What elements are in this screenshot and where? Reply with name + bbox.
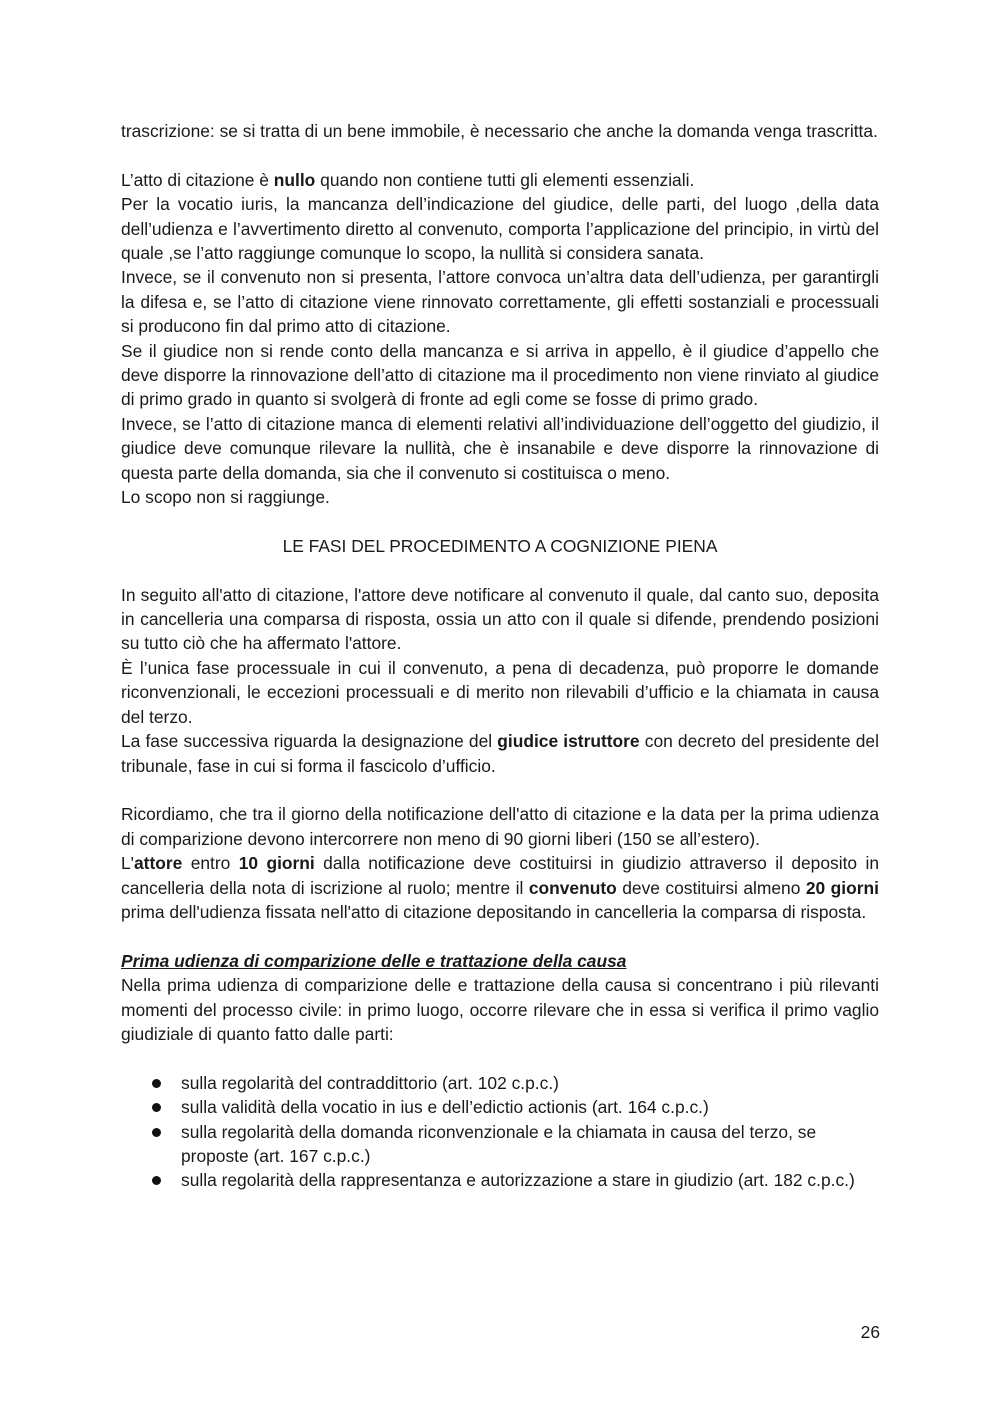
spacer bbox=[121, 1046, 879, 1070]
paragraph-termini-costituzione bbox=[121, 851, 879, 924]
text-run: dalla notificazione deve costituirsi in giudizio attraverso il deposito in cancelleria della nota di iscrizione al ruolo; mentre il bbox=[121, 853, 879, 898]
spacer bbox=[121, 558, 879, 582]
text-run: La fase successiva riguarda la designazione del bbox=[121, 731, 498, 752]
bold-term-convenuto: convenuto bbox=[528, 877, 617, 898]
paragraph-prima-udienza: Nella prima udienza di comparizione delle e trattazione della causa si concentrano i più rilevanti momenti del processo civile: in primo luogo, occorre rilevare che in essa si verifica il primo vaglio giudiziale di quanto fatto dalle parti: bbox=[121, 975, 879, 1044]
text-run: entro bbox=[182, 853, 239, 874]
spacer bbox=[121, 778, 879, 802]
paragraph-giudice-istruttore bbox=[121, 729, 879, 778]
list-item bbox=[121, 1120, 879, 1169]
section-heading: LE FASI DEL PROCEDIMENTO A COGNIZIONE PIENA bbox=[282, 535, 718, 556]
list-item bbox=[121, 1168, 879, 1192]
bold-term-20-giorni: 20 giorni bbox=[805, 877, 879, 898]
paragraph-nullita-insanabile: Invece, se l’atto di citazione manca di elementi relativi all’individuazione dell’oggetto del giudizio, il giudice deve comunque rilevare la nullità, che è insanabile e deve disporre la rinnovazione di questa parte della domanda, sia che il convenuto si costituisca o meno. bbox=[121, 413, 879, 483]
spacer bbox=[121, 143, 879, 167]
bullet-icon bbox=[152, 1103, 161, 1112]
page-number: 26 bbox=[860, 1322, 880, 1342]
bold-term-nullo: nullo bbox=[273, 169, 316, 190]
subheading-prima-udienza: Prima udienza di comparizione delle e trattazione della causa bbox=[121, 950, 627, 971]
spacer bbox=[121, 509, 879, 533]
spacer bbox=[121, 924, 879, 948]
paragraph-vocatio-iuris: Per la vocatio iuris, la mancanza dell’indicazione del giudice, delle parti, del luogo ,della data dell’udienza e l’avvertimento diretto al convenuto, comporta l’applicazione del principio, in virtù del quale ,se l’atto raggiunge comunque lo scopo, la nullità si considera sanata. bbox=[121, 194, 879, 264]
list-item bbox=[121, 1071, 879, 1095]
list-item-text: sulla regolarità della rappresentanza e autorizzazione a stare in giudizio (art. 182 c.p.c.) bbox=[181, 1170, 855, 1191]
page-content bbox=[121, 119, 879, 1193]
paragraph-comparsa-risposta: In seguito all'atto di citazione, l'attore deve notificare al convenuto il quale, dal canto suo, deposita in cancelleria una comparsa di risposta, ossia un atto con il quale si difende, prendendo posizioni su tutto ciò che ha affermato l'attore. bbox=[121, 584, 879, 654]
text-run: quando non contiene tutti gli elementi essenziali. bbox=[315, 169, 695, 190]
paragraph-trascrizione: trascrizione: se si tratta di un bene immobile, è necessario che anche la domanda venga trascritta. bbox=[121, 121, 878, 141]
paragraph-ricordiamo: Ricordiamo, che tra il giorno della notificazione dell'atto di citazione e la data per la prima udienza di comparizione devono intercorrere non meno di 90 giorni liberi (150 se all’estero). bbox=[121, 804, 879, 849]
paragraph-nullo bbox=[121, 168, 879, 192]
text-run: con decreto del presidente del tribunale, fase in cui si forma il fascicolo d’ufficio. bbox=[121, 731, 879, 776]
paragraph-scopo: Lo scopo non si raggiunge. bbox=[121, 487, 330, 508]
bullet-icon bbox=[152, 1128, 161, 1137]
bullet-list bbox=[121, 1071, 879, 1193]
bold-term-10-giorni: 10 giorni bbox=[238, 853, 315, 874]
list-item-text: sulla regolarità della domanda riconvenzionale e la chiamata in causa del terzo, se proposte (art. 167 c.p.c.) bbox=[181, 1121, 817, 1166]
paragraph-fase-processuale: È l’unica fase processuale in cui il convenuto, a pena di decadenza, può proporre le domande riconvenzionali, le eccezioni processuali e di merito non rilevabili d’ufficio e la chiamata in causa del terzo. bbox=[121, 657, 879, 727]
bold-term-giudice-istruttore: giudice istruttore bbox=[497, 731, 640, 752]
text-run: deve costituirsi almeno bbox=[616, 877, 806, 898]
paragraph-convenuto-assente: Invece, se il convenuto non si presenta, l’attore convoca un’altra data dell’udienza, per garantirgli la difesa e, se l’atto di citazione viene rinnovato correttamente, gli effetti sostanziali e processuali si producono fin dal primo atto di citazione. bbox=[121, 267, 879, 337]
bullet-icon bbox=[152, 1176, 161, 1185]
list-item-text: sulla validità della vocatio in ius e dell’edictio actionis (art. 164 c.p.c.) bbox=[181, 1097, 709, 1118]
bold-term-attore: attore bbox=[134, 853, 183, 874]
bullet-icon bbox=[152, 1079, 161, 1088]
text-run: prima dell'udienza fissata nell'atto di citazione depositando in cancelleria la comparsa di risposta. bbox=[121, 901, 867, 922]
list-item-text: sulla regolarità del contraddittorio (art. 102 c.p.c.) bbox=[181, 1072, 559, 1093]
list-item bbox=[121, 1095, 879, 1119]
text-run: L’atto di citazione è bbox=[121, 169, 274, 190]
paragraph-appello: Se il giudice non si rende conto della mancanza e si arriva in appello, è il giudice d’appello che deve disporre la rinnovazione dell’atto di citazione ma il procedimento non viene rinviato al giudice di primo grado in quanto si svolgerà di fronte ad egli come se fosse di primo grado. bbox=[121, 340, 879, 410]
text-run: L' bbox=[121, 853, 134, 874]
